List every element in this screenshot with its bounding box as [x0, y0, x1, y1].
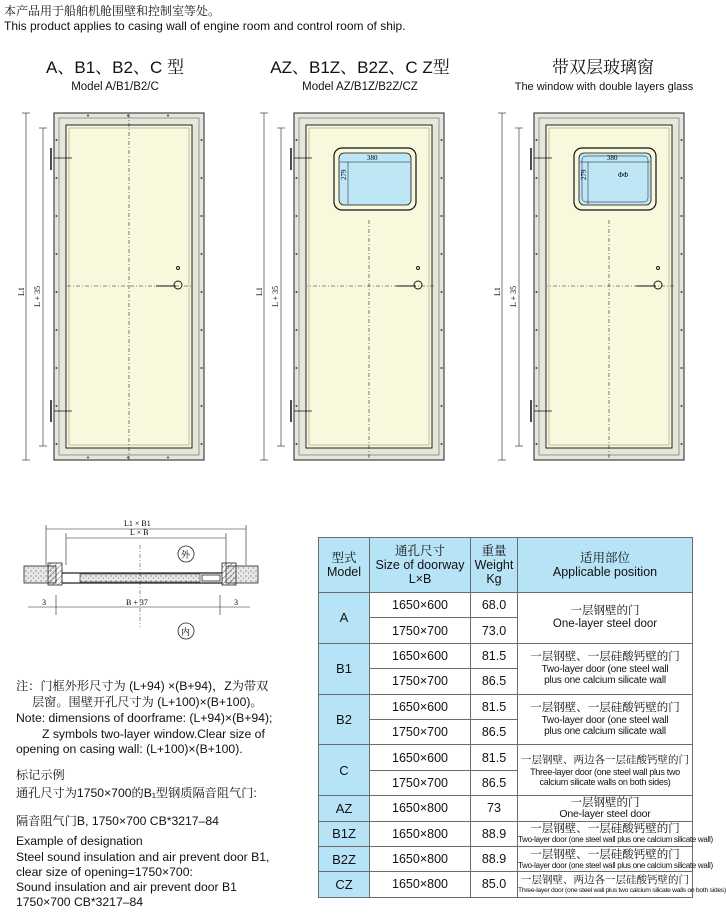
- section-dim-top: L1 × B1: [124, 519, 151, 528]
- door-title-2: AZ、B1Z、B2Z、C Z型: [270, 58, 450, 77]
- section-dim-left: 3: [42, 598, 46, 607]
- model-cell: B1Z: [319, 821, 370, 846]
- position-cell: 一层钢壁、一层硅酸钙壁的门 Two-layer door (one steel wall plus one calcium silicate wall): [518, 821, 693, 846]
- weight-cell: 88.9: [471, 821, 518, 846]
- section-label-outside: 外: [181, 550, 191, 560]
- door-title-3: 带双层玻璃窗: [552, 58, 654, 77]
- note-en-line2: Z symbols two-layer window.Clear size of: [42, 727, 265, 741]
- header-model: 型式 Model: [319, 538, 370, 593]
- position-cell: 一层钢壁、两边各一层硅酸钙壁的门 Three-layer door (one steel wall plus two calcium silicate walls on both sides): [518, 745, 693, 796]
- table-row: [319, 643, 693, 668]
- header-position: 适用部位 Applicable position: [518, 538, 693, 593]
- window-height-dim: 279: [580, 169, 588, 180]
- weight-cell: 73.0: [471, 618, 518, 643]
- size-cell: 1750×700: [370, 618, 471, 643]
- weight-cell: 68.0: [471, 593, 518, 618]
- size-cell: 1650×600: [370, 694, 471, 719]
- example-en-line4: Sound insulation and air prevent door B1: [16, 880, 237, 894]
- door-title-1: A、B1、B2、C 型: [46, 58, 184, 77]
- door-subtitle-2: Model AZ/B1Z/B2Z/CZ: [302, 81, 418, 93]
- door-subtitle-1: Model A/B1/B2/C: [71, 81, 159, 93]
- model-cell: A: [319, 593, 370, 644]
- dim-l1: L1: [493, 287, 502, 296]
- weight-cell: 88.9: [471, 846, 518, 871]
- table-row: [319, 821, 693, 846]
- model-cell: AZ: [319, 796, 370, 821]
- size-cell: 1750×700: [370, 770, 471, 795]
- window-width-dim: 380: [367, 154, 378, 162]
- model-cell: B2: [319, 694, 370, 745]
- model-cell: CZ: [319, 872, 370, 897]
- table-header-row: [319, 538, 693, 593]
- position-cell: 一层钢壁的门 One-layer steel door: [518, 796, 693, 821]
- weight-cell: 86.5: [471, 669, 518, 694]
- size-cell: 1650×800: [370, 846, 471, 871]
- size-cell: 1650×800: [370, 821, 471, 846]
- table-row: [319, 872, 693, 897]
- dim-l35: L + 35: [271, 285, 280, 307]
- size-cell: 1650×600: [370, 593, 471, 618]
- door-section-drawing: [20, 515, 260, 645]
- door-subtitle-3: The window with double layers glass: [514, 81, 694, 93]
- position-cell: 一层钢壁、一层硅酸钙壁的门 Two-layer door (one steel wall plus one calcium silicate wall: [518, 694, 693, 745]
- table-row: [319, 593, 693, 618]
- size-cell: 1650×600: [370, 745, 471, 770]
- door-drawing-a: [18, 100, 212, 470]
- example-en-line2: Steel sound insulation and air prevent door B1,: [16, 850, 270, 864]
- example-cn-line2: 隔音阻气门B, 1750×700 CB*3217–84: [16, 814, 219, 828]
- door-drawing-double-glass: [494, 100, 696, 470]
- section-dim-right: 3: [234, 598, 238, 607]
- position-cell: 一层钢壁、一层硅酸钙壁的门 Two-layer door (one steel wall plus one calcium silicate wall): [518, 846, 693, 871]
- section-dim-mid: L × B: [130, 528, 149, 537]
- size-cell: 1750×700: [370, 669, 471, 694]
- model-cell: C: [319, 745, 370, 796]
- model-cell: B2Z: [319, 846, 370, 871]
- intro-cn: 本产品用于船舶机舱围壁和控制室等处。: [4, 4, 221, 18]
- intro-en: This product applies to casing wall of engine room and control room of ship.: [4, 19, 406, 33]
- table-row: [319, 796, 693, 821]
- section-dim-bottom: B + 37: [126, 598, 148, 607]
- dim-l1: L1: [255, 287, 264, 296]
- note-cn-line2: 层窗。围壁开孔尺寸为 (L+100)×(B+100)。: [32, 695, 263, 709]
- size-cell: 1650×600: [370, 643, 471, 668]
- weight-cell: 81.5: [471, 745, 518, 770]
- header-weight: 重量 Weight Kg: [471, 538, 518, 593]
- size-cell: 1650×800: [370, 872, 471, 897]
- window-height-dim: 279: [340, 169, 348, 180]
- position-cell: 一层钢壁的门 One-layer steel door: [518, 593, 693, 644]
- model-cell: B1: [319, 643, 370, 694]
- weight-cell: 86.5: [471, 719, 518, 744]
- size-cell: 1750×700: [370, 719, 471, 744]
- weight-cell: 86.5: [471, 770, 518, 795]
- weight-cell: 81.5: [471, 643, 518, 668]
- note-en-line3: opening on casing wall: (L+100)×(B+100).: [16, 742, 243, 756]
- example-cn-title: 标记示例: [16, 768, 65, 782]
- size-cell: 1650×800: [370, 796, 471, 821]
- table-row: [319, 694, 693, 719]
- table-row: [319, 745, 693, 770]
- example-cn-line1: 通孔尺寸为1750×700的B₁型钢质隔音阻气门:: [16, 786, 257, 800]
- door-drawing-az: [256, 100, 452, 470]
- weight-cell: 81.5: [471, 694, 518, 719]
- window-phi-mark: ΦΦ: [618, 171, 629, 179]
- window-width-dim: 380: [607, 154, 618, 162]
- section-label-inside: 内: [181, 627, 191, 637]
- spec-table: [318, 537, 726, 898]
- weight-cell: 85.0: [471, 872, 518, 897]
- weight-cell: 73: [471, 796, 518, 821]
- example-en-line3: clear size of opening=1750×700:: [16, 865, 193, 879]
- dim-l35: L + 35: [33, 285, 42, 307]
- note-cn-line1: 注：门框外形尺寸为 (L+94) ×(B+94)，Z为带双: [16, 679, 269, 693]
- position-cell: 一层钢壁、一层硅酸钙壁的门 Two-layer door (one steel wall plus one calcium silicate wall: [518, 643, 693, 694]
- note-en-line1: Note: dimensions of doorframe: (L+94)×(B+94);: [16, 711, 273, 725]
- dim-l1: L1: [17, 287, 26, 296]
- example-en-line1: Example of designation: [16, 834, 143, 848]
- table-row: [319, 846, 693, 871]
- dim-l35: L + 35: [509, 285, 518, 307]
- position-cell: 一层钢壁、两边各一层硅酸钙壁的门 Three-layer door (one steel wall plus two calcium silicate walls on both sides): [518, 872, 693, 897]
- example-en-line5: 1750×700 CB*3217–84: [16, 895, 144, 909]
- header-size: 通孔尺寸 Size of doorway L×B: [370, 538, 471, 593]
